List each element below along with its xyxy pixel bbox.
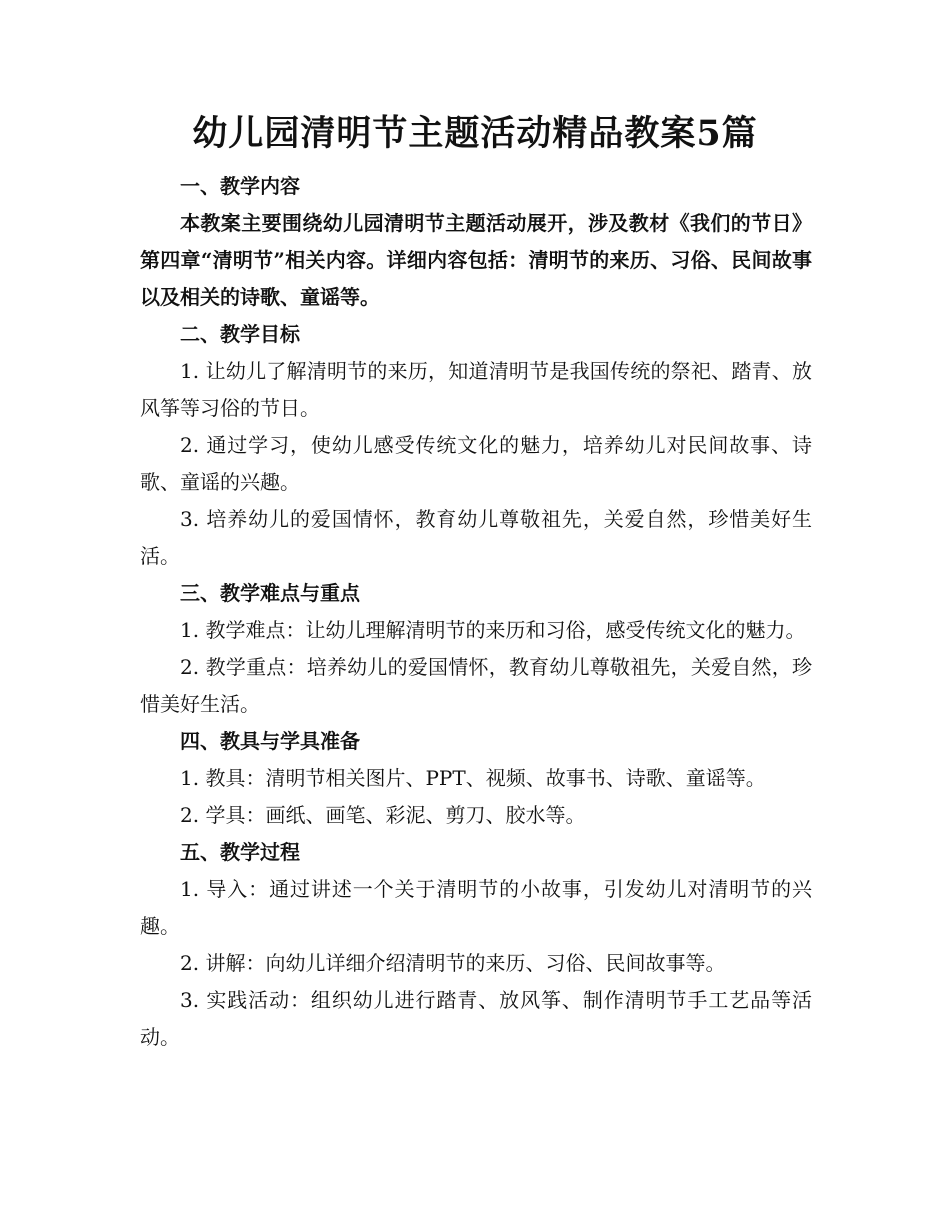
material-item: 2. 学具：画纸、画笔、彩泥、剪刀、胶水等。 xyxy=(180,803,586,827)
section-heading-materials: 四、教具与学具准备 xyxy=(180,729,360,753)
key-point-item: 2. 教学重点：培养幼儿的爱国情怀，教育幼儿尊敬祖先，关爱自然，珍惜美好生活。 xyxy=(140,655,812,716)
process-item: 1. 导入：通过讲述一个关于清明节的小故事，引发幼儿对清明节的兴趣。 xyxy=(140,877,812,938)
document-title: 幼儿园清明节主题活动精品教案5篇 xyxy=(192,113,758,154)
goal-item: 1. 让幼儿了解清明节的来历，知道清明节是我国传统的祭祀、踏青、放风筝等习俗的节日。 xyxy=(140,359,812,420)
section-heading-content: 一、教学内容 xyxy=(180,174,300,198)
content-paragraph: 本教案主要围绕幼儿园清明节主题活动展开，涉及教材《我们的节日》第四章“清明节”相关内容。详细内容包括：清明节的来历、习俗、民间故事以及相关的诗歌、童谣等。 xyxy=(140,211,812,309)
process-item: 3. 实践活动：组织幼儿进行踏青、放风筝、制作清明节手工艺品等活动。 xyxy=(140,988,812,1049)
goal-item: 2. 通过学习，使幼儿感受传统文化的魅力，培养幼儿对民间故事、诗歌、童谣的兴趣。 xyxy=(140,433,812,494)
section-heading-process: 五、教学过程 xyxy=(180,840,300,864)
document-body xyxy=(140,168,812,1056)
material-item: 1. 教具：清明节相关图片、PPT、视频、故事书、诗歌、童谣等。 xyxy=(180,766,766,790)
goal-item: 3. 培养幼儿的爱国情怀，教育幼儿尊敬祖先，关爱自然，珍惜美好生活。 xyxy=(140,507,812,568)
section-heading-goals: 二、教学目标 xyxy=(180,322,300,346)
process-item: 2. 讲解：向幼儿详细介绍清明节的来历、习俗、民间故事等。 xyxy=(180,951,726,975)
key-point-item: 1. 教学难点：让幼儿理解清明节的来历和习俗，感受传统文化的魅力。 xyxy=(180,618,806,642)
section-heading-key-points: 三、教学难点与重点 xyxy=(180,581,360,605)
